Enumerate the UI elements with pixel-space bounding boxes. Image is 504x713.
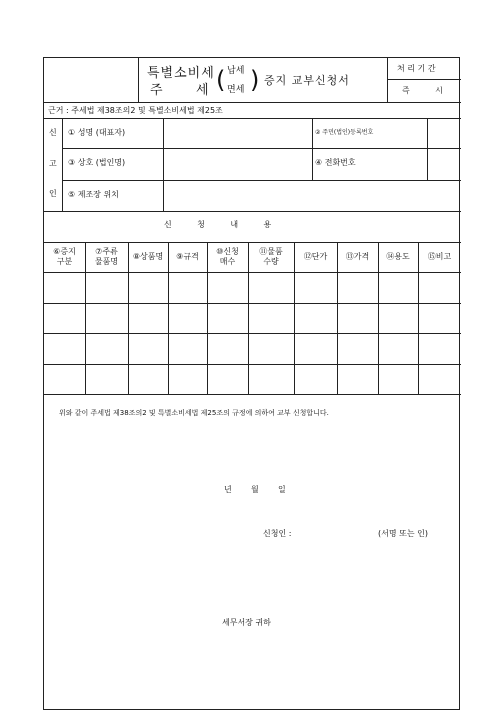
field-name-label: ① 성명 (대표자)	[68, 128, 126, 137]
table-cell-input[interactable]	[379, 365, 417, 395]
table-cell-input[interactable]	[295, 273, 336, 303]
table-bottom-line	[44, 394, 461, 395]
table-column-header-line1: ⑪물품	[259, 247, 283, 256]
table-cell-input[interactable]	[45, 334, 84, 364]
table-column-header-text	[386, 252, 409, 262]
table-cell-input[interactable]	[338, 273, 377, 303]
applicant-side-divider	[62, 118, 63, 211]
table-column-header	[337, 242, 378, 272]
title-bottom-line	[44, 102, 461, 103]
table-row	[44, 334, 461, 364]
table-column-header-text	[346, 252, 369, 262]
table-cell-input[interactable]	[45, 365, 84, 395]
field-factory-input[interactable]	[164, 181, 460, 210]
table-cell-input[interactable]	[86, 304, 127, 334]
table-cell-input[interactable]	[169, 304, 206, 334]
table-cell-input[interactable]	[208, 334, 247, 364]
table-cell-input[interactable]	[249, 273, 293, 303]
processing-period-label: 처 리 기 간	[397, 64, 436, 73]
table-cell-input[interactable]	[129, 334, 167, 364]
signature-label: 신청인 :	[263, 529, 292, 538]
applicant-side-char-1: 신	[49, 128, 57, 137]
title-tax-liquor-1: 주	[150, 83, 164, 98]
applicant-side-char-3: 인	[49, 189, 57, 198]
applicant-bottom-line	[44, 211, 461, 212]
table-column-header	[248, 242, 294, 272]
table-cell-input[interactable]	[129, 365, 167, 395]
legal-basis: 근거 : 주세법 제38조의2 및 특별소비세법 제25조	[48, 106, 223, 115]
table-cell-input[interactable]	[169, 365, 206, 395]
table-column-header-text	[259, 247, 282, 267]
table-cell-input[interactable]	[45, 273, 84, 303]
table-cell-input[interactable]	[86, 273, 127, 303]
table-column-header	[168, 242, 207, 272]
table-cell-input[interactable]	[86, 365, 127, 395]
table-cell-input[interactable]	[45, 304, 84, 334]
table-cell-input[interactable]	[208, 304, 247, 334]
table-cell-input[interactable]	[419, 365, 460, 395]
table-column-header-text	[53, 247, 76, 267]
table-cell-input[interactable]	[129, 304, 167, 334]
field-factory-label: ⑤ 제조장 위치	[68, 190, 119, 199]
table-cell-input[interactable]	[379, 273, 417, 303]
table-column-header-line1: ⑬가격	[345, 252, 370, 261]
table-column-header-line2: 수량	[263, 257, 279, 266]
table-cell-input[interactable]	[419, 304, 460, 334]
field-regno-input[interactable]	[428, 119, 460, 148]
field-regno-label: ② 주민(법인)등록번호	[315, 129, 374, 136]
table-column-header	[294, 242, 337, 272]
table-cell-input[interactable]	[338, 334, 377, 364]
table-column-header-text	[216, 247, 239, 267]
application-statement: 위와 같이 주세법 제38조의2 및 특별소비세법 제25조의 규정에 의하여 교부 신청합니다.	[59, 409, 329, 417]
table-column-header	[44, 242, 85, 272]
table-column-header	[85, 242, 128, 272]
table-column-header-line1: ⑭용도	[386, 252, 410, 261]
table-column-header-text	[176, 252, 199, 262]
table-cell-input[interactable]	[338, 304, 377, 334]
table-cell-input[interactable]	[379, 304, 417, 334]
title-paren-close: )	[250, 66, 260, 94]
addressee: 세무서장 귀하	[222, 618, 271, 627]
table-column-header-line1: ⑨규격	[176, 252, 199, 261]
table-column-header	[378, 242, 418, 272]
table-cell-input[interactable]	[208, 365, 247, 395]
title-left-divider	[138, 58, 139, 102]
table-column-header	[418, 242, 461, 272]
table-cell-input[interactable]	[338, 365, 377, 395]
table-row	[44, 304, 461, 334]
title-option-paid: 납세	[227, 66, 245, 76]
table-column-header-line1: ⑦주류	[95, 247, 118, 256]
date-year: 년	[224, 485, 232, 494]
signature-input[interactable]	[309, 524, 367, 542]
field-phone-label: ④ 전화번호	[315, 158, 356, 167]
regno-label-left	[312, 118, 313, 180]
table-cell-input[interactable]	[379, 334, 417, 364]
processing-period-value: 즉 시	[402, 86, 443, 95]
signature-note: (서명 또는 인)	[378, 529, 428, 538]
table-column-header-text	[428, 252, 451, 262]
table-column-header-line1: ⑥증지	[53, 247, 76, 256]
field-trade-name-label: ③ 상호 (법인명)	[68, 158, 126, 167]
field-name-input[interactable]	[164, 119, 311, 148]
table-cell-input[interactable]	[249, 304, 293, 334]
table-column-header	[207, 242, 248, 272]
table-cell-input[interactable]	[249, 365, 293, 395]
table-column-header-line2: 매수	[219, 257, 236, 266]
table-cell-input[interactable]	[419, 334, 460, 364]
table-cell-input[interactable]	[169, 273, 206, 303]
table-cell-input[interactable]	[208, 273, 247, 303]
applicant-side-char-2: 고	[49, 159, 57, 168]
table-row	[44, 273, 461, 303]
field-phone-input[interactable]	[428, 149, 460, 179]
table-column-header-text	[304, 252, 327, 262]
table-column-header-line2: 물품명	[94, 257, 119, 266]
table-column-header-line2: 구분	[56, 257, 73, 266]
table-column-header-line1: ⑫단가	[303, 252, 328, 261]
items-table	[44, 242, 461, 394]
table-column-header-line1: ⑩신청	[216, 247, 239, 256]
table-row	[44, 365, 461, 395]
date-month: 월	[251, 485, 259, 494]
table-column-header	[128, 242, 168, 272]
title-tax-special: 특별소비세	[147, 66, 215, 81]
table-cell-input[interactable]	[129, 273, 167, 303]
title-tax-liquor-2: 세	[196, 83, 210, 98]
table-column-header-text	[133, 252, 163, 262]
date-day: 일	[278, 485, 286, 494]
request-contents-header: 신 청 내 용	[164, 220, 272, 229]
title-option-exempt: 면세	[227, 85, 245, 95]
table-column-header-text	[95, 247, 118, 267]
table-cell-input[interactable]	[295, 334, 336, 364]
table-column-header-line1: ⑧상품명	[132, 252, 164, 261]
table-cell-input[interactable]	[86, 334, 127, 364]
application-form	[43, 57, 460, 710]
table-cell-input[interactable]	[295, 304, 336, 334]
table-cell-input[interactable]	[169, 334, 206, 364]
field-trade-name-input[interactable]	[164, 149, 311, 179]
table-cell-input[interactable]	[295, 365, 336, 395]
table-cell-input[interactable]	[249, 334, 293, 364]
processing-divider	[387, 79, 461, 80]
table-column-header-line1: ⑮비고	[427, 252, 452, 261]
title-suffix: 증지 교부신청서	[264, 74, 350, 87]
table-cell-input[interactable]	[419, 273, 460, 303]
title-paren-open: (	[216, 66, 226, 94]
title-right-divider	[387, 58, 388, 102]
